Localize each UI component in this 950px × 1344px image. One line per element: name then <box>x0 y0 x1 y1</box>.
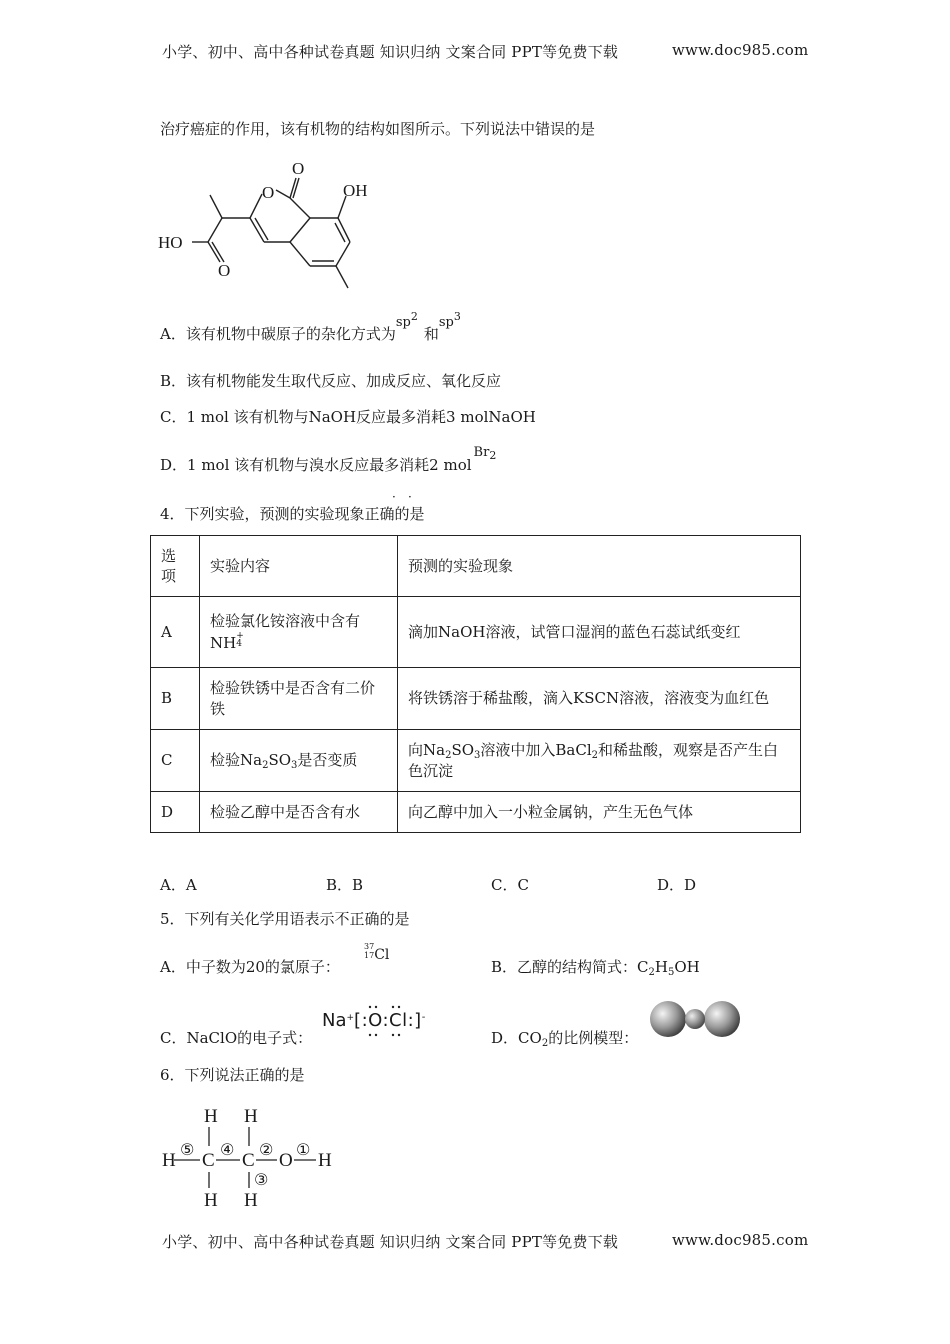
q3-option-c: C．1 mol 该有机物与NaOH反应最多消耗3 molNaOH <box>160 408 536 426</box>
oh-label: OH <box>343 181 368 200</box>
c-atom: C <box>202 1150 215 1171</box>
ethanol-bond-diagram <box>158 1102 348 1214</box>
carbon-atom <box>685 1009 705 1029</box>
bond-number: ⑤ <box>180 1140 195 1159</box>
q6-stem: 6．下列说法正确的是 <box>160 1066 305 1084</box>
header-option: 选项 <box>151 536 200 597</box>
q3-structure-diagram <box>150 150 390 300</box>
page-header <box>162 41 809 62</box>
ring-o-label: O <box>262 183 275 202</box>
chlorine-isotope-symbol: 37 17Cl <box>364 942 390 963</box>
o-atom: O <box>279 1150 293 1171</box>
c-atom: C <box>242 1150 255 1171</box>
header-phenomenon: 预测的实验现象 <box>398 536 801 597</box>
bond-number: ① <box>296 1140 311 1159</box>
table-row: B 检验铁锈中是否含有二价铁 将铁锈溶于稀盐酸，滴入KSCN溶液，溶液变为血红色 <box>151 668 801 730</box>
oxygen-atom <box>650 1001 686 1037</box>
lone-pair-dots <box>350 1004 420 1038</box>
ho-label: HO <box>158 233 183 252</box>
q5-option-d: D．$CO_2$的比例模型： <box>491 1029 639 1049</box>
q3-option-d: D．1 mol 该有机物与溴水反应最多消耗2 molBr$_2$ <box>160 445 497 474</box>
q5-option-b: B．乙醇的结构简式：$C_2H_5OH$ <box>491 958 700 978</box>
header-content: 实验内容 <box>200 536 398 597</box>
header-site: www.doc985.com <box>672 41 809 59</box>
q4-experiment-table <box>150 535 801 833</box>
h-atom: H <box>244 1106 258 1127</box>
q4-choice-b: B．B <box>326 876 364 894</box>
q3-stem: 治疗癌症的作用，该有机物的结构如图所示。下列说法中错误的是 <box>160 120 596 138</box>
q4-choice-d: D．D <box>657 876 697 894</box>
co2-space-filling-model <box>646 998 746 1040</box>
q5-option-a: A．中子数为20的氯原子： <box>160 958 340 976</box>
q3-option-b: B．该有机物能发生取代反应、加成反应、氧化反应 <box>160 372 502 390</box>
footer-site: www.doc985.com <box>672 1231 809 1249</box>
table-row: D 检验乙醇中是否含有水 向乙醇中加入一小粒金属钠，产生无色气体 <box>151 792 801 833</box>
h-atom: H <box>204 1106 218 1127</box>
h-atom: H <box>204 1190 218 1211</box>
oxygen-atom <box>704 1001 740 1037</box>
bond-number: ④ <box>220 1140 235 1159</box>
emphasis-dot: · <box>392 490 396 504</box>
q3-option-a: A．该有机物中碳原子的杂化方式为$sp^2$和$sp^3$ <box>160 310 461 343</box>
q4-choice-c: C．C <box>491 876 529 894</box>
q4-choice-a: A．A <box>160 876 197 894</box>
bond-number: ② <box>259 1140 274 1159</box>
table-row: A 检验氯化铵溶液中含有 NH+ 4 滴加NaOH溶液，试管口湿润的蓝色石蕊试纸变红 <box>151 597 801 668</box>
q5-stem: 5．下列有关化学用语表示不正确的是 <box>160 910 410 928</box>
h-atom: H <box>244 1190 258 1211</box>
q4-stem: 4．下列实验，预测的实验现象正确的是 <box>160 505 425 523</box>
page-footer <box>162 1231 809 1252</box>
h-atom: H <box>162 1150 176 1171</box>
emphasis-dot: · <box>408 490 412 504</box>
table-header-row <box>151 536 801 597</box>
table-row: C 检验$Na_2SO_3$是否变质 向$Na_2SO_3$溶液中加入BaCl$_2$和稀盐酸，观察是否产生白色沉淀 <box>151 730 801 792</box>
bond-number: ③ <box>254 1170 269 1189</box>
acid-o-label: O <box>218 261 231 280</box>
q5-option-c: C．NaClO的电子式： <box>160 1029 313 1047</box>
lactone-o-label: O <box>292 159 305 178</box>
h-atom: H <box>318 1150 332 1171</box>
naclo-electron-formula: Na+[:O:Cl:]- <box>322 1010 426 1031</box>
footer-text: 小学、初中、高中各种试卷真题 知识归纳 文案合同 PPT等免费下载 <box>162 1233 619 1251</box>
header-text: 小学、初中、高中各种试卷真题 知识归纳 文案合同 PPT等免费下载 <box>162 43 619 61</box>
